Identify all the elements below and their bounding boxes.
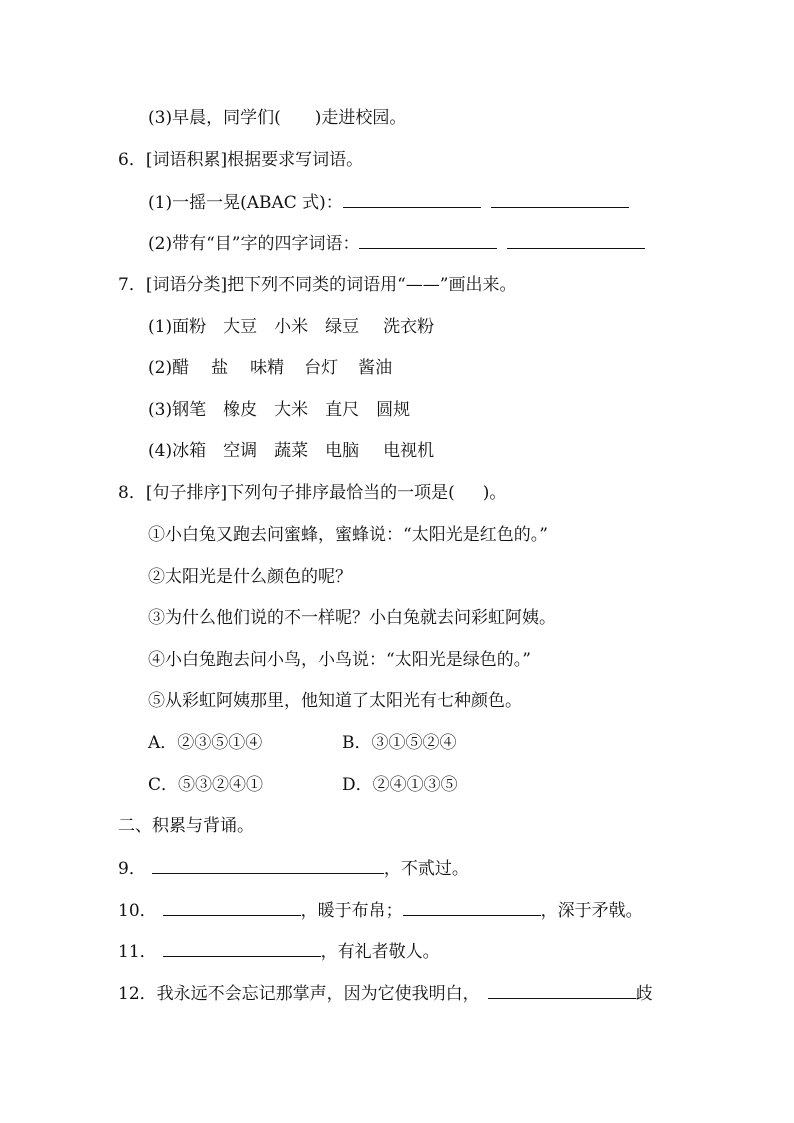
q8-sentence-5: ⑤从彩虹阿姨那里，他知道了太阳光有七种颜色。: [148, 691, 522, 711]
q6-item1-label: (1)一摇一晃(ABAC 式)：: [148, 193, 343, 213]
q12-tail: 歧: [635, 984, 653, 1004]
q10: [118, 897, 643, 923]
q10-blank-1[interactable]: [163, 897, 301, 916]
q5-item3-pre: (3)早晨，同学们(: [148, 108, 281, 128]
word-item[interactable]: 直尺: [325, 400, 360, 420]
word-item[interactable]: 大豆: [223, 317, 258, 337]
q10-mid: ，暖于布帛；: [300, 901, 403, 921]
q12-blank[interactable]: [488, 980, 636, 999]
q5-item3: [148, 105, 406, 131]
q6-item2: [148, 230, 645, 256]
q9: [118, 855, 469, 881]
q7-group-label: (1): [148, 317, 173, 337]
word-item[interactable]: 冰箱: [172, 441, 207, 461]
q8-prompt-post: )。: [482, 483, 507, 503]
q6-item1-blank-2[interactable]: [491, 189, 629, 208]
word-item[interactable]: 洗衣粉: [383, 317, 435, 337]
word-item[interactable]: 电视机: [383, 441, 435, 461]
q7-group-label: (4): [148, 441, 173, 461]
q11-tail: ，有礼者敬人。: [320, 942, 440, 962]
q12-text: 我永远不会忘记那掌声，因为它使我明白，: [156, 984, 480, 1004]
word-item[interactable]: 面粉: [172, 317, 207, 337]
q8-option-a[interactable]: A．②③⑤①④: [148, 733, 263, 753]
q8-number: 8．: [118, 483, 146, 503]
q8-prompt-pre: [句子排序]下列句子排序最恰当的一项是(: [145, 483, 455, 503]
word-item[interactable]: 台灯: [304, 358, 339, 378]
q8-sentence-1: ①小白兔又跑去问蜜蜂，蜜蜂说：“太阳光是红色的。”: [148, 525, 548, 545]
q6-item2-label: (2)带有“目”字的四字词语：: [148, 234, 360, 254]
q11-number: 11．: [118, 942, 157, 962]
q6-item1-blank-1[interactable]: [343, 189, 481, 208]
q7-group-4: [148, 438, 434, 464]
q9-blank[interactable]: [152, 855, 384, 874]
q8-sentence-4: ④小白兔跑去问小鸟，小鸟说：“太阳光是绿色的。”: [148, 650, 531, 670]
q6-item2-blank-2[interactable]: [507, 230, 645, 249]
q10-number: 10．: [118, 901, 157, 921]
q11: [118, 938, 440, 964]
q6-heading: [118, 147, 363, 173]
word-item[interactable]: 盐: [211, 358, 229, 378]
word-item[interactable]: 酱油: [358, 358, 393, 378]
word-item[interactable]: 钢笔: [172, 400, 207, 420]
q12: [118, 980, 653, 1006]
word-item[interactable]: 橡皮: [223, 400, 258, 420]
q6-number: 6．: [118, 150, 146, 170]
q10-tail: ，深于矛戟。: [540, 901, 643, 921]
q6-item2-blank-1[interactable]: [359, 230, 497, 249]
q7-heading: [118, 272, 516, 298]
q7-group-3: [148, 397, 410, 423]
q5-item3-post: )走进校园。: [314, 108, 407, 128]
section-2-title: 二、积累与背诵。: [118, 816, 254, 836]
q8-heading: [118, 480, 506, 506]
q8-sentence-3: ③为什么他们说的不一样呢？小白兔就去问彩虹阿姨。: [148, 608, 556, 628]
q6-item1: [148, 189, 629, 215]
q7-group-2: [148, 355, 392, 381]
q7-prompt: [词语分类]把下列不同类的词语用“——”画出来。: [145, 275, 517, 295]
q12-number: 12．: [118, 984, 157, 1004]
q7-number: 7．: [118, 275, 146, 295]
q7-group-label: (2): [148, 358, 173, 378]
word-item[interactable]: 醋: [172, 358, 190, 378]
q9-number: 9．: [118, 859, 146, 879]
word-item[interactable]: 大米: [274, 400, 309, 420]
q6-prompt: [词语积累]根据要求写词语。: [145, 150, 364, 170]
q8-option-d[interactable]: D．②④①③⑤: [342, 775, 458, 795]
q7-group-1: [148, 314, 434, 340]
word-item[interactable]: 圆规: [376, 400, 411, 420]
word-item[interactable]: 小米: [274, 317, 309, 337]
word-item[interactable]: 蔬菜: [274, 441, 309, 461]
q9-tail: ，不贰过。: [383, 859, 469, 879]
word-item[interactable]: 味精: [250, 358, 285, 378]
word-item[interactable]: 绿豆: [325, 317, 360, 337]
q10-blank-2[interactable]: [403, 897, 541, 916]
q11-blank[interactable]: [163, 938, 321, 957]
word-item[interactable]: 电脑: [325, 441, 360, 461]
q8-sentence-2: ②太阳光是什么颜色的呢？: [148, 567, 352, 587]
q8-option-c[interactable]: C．⑤③②④①: [148, 775, 264, 795]
q8-option-b[interactable]: B．③①⑤②④: [342, 733, 457, 753]
word-item[interactable]: 空调: [223, 441, 258, 461]
q7-group-label: (3): [148, 400, 173, 420]
